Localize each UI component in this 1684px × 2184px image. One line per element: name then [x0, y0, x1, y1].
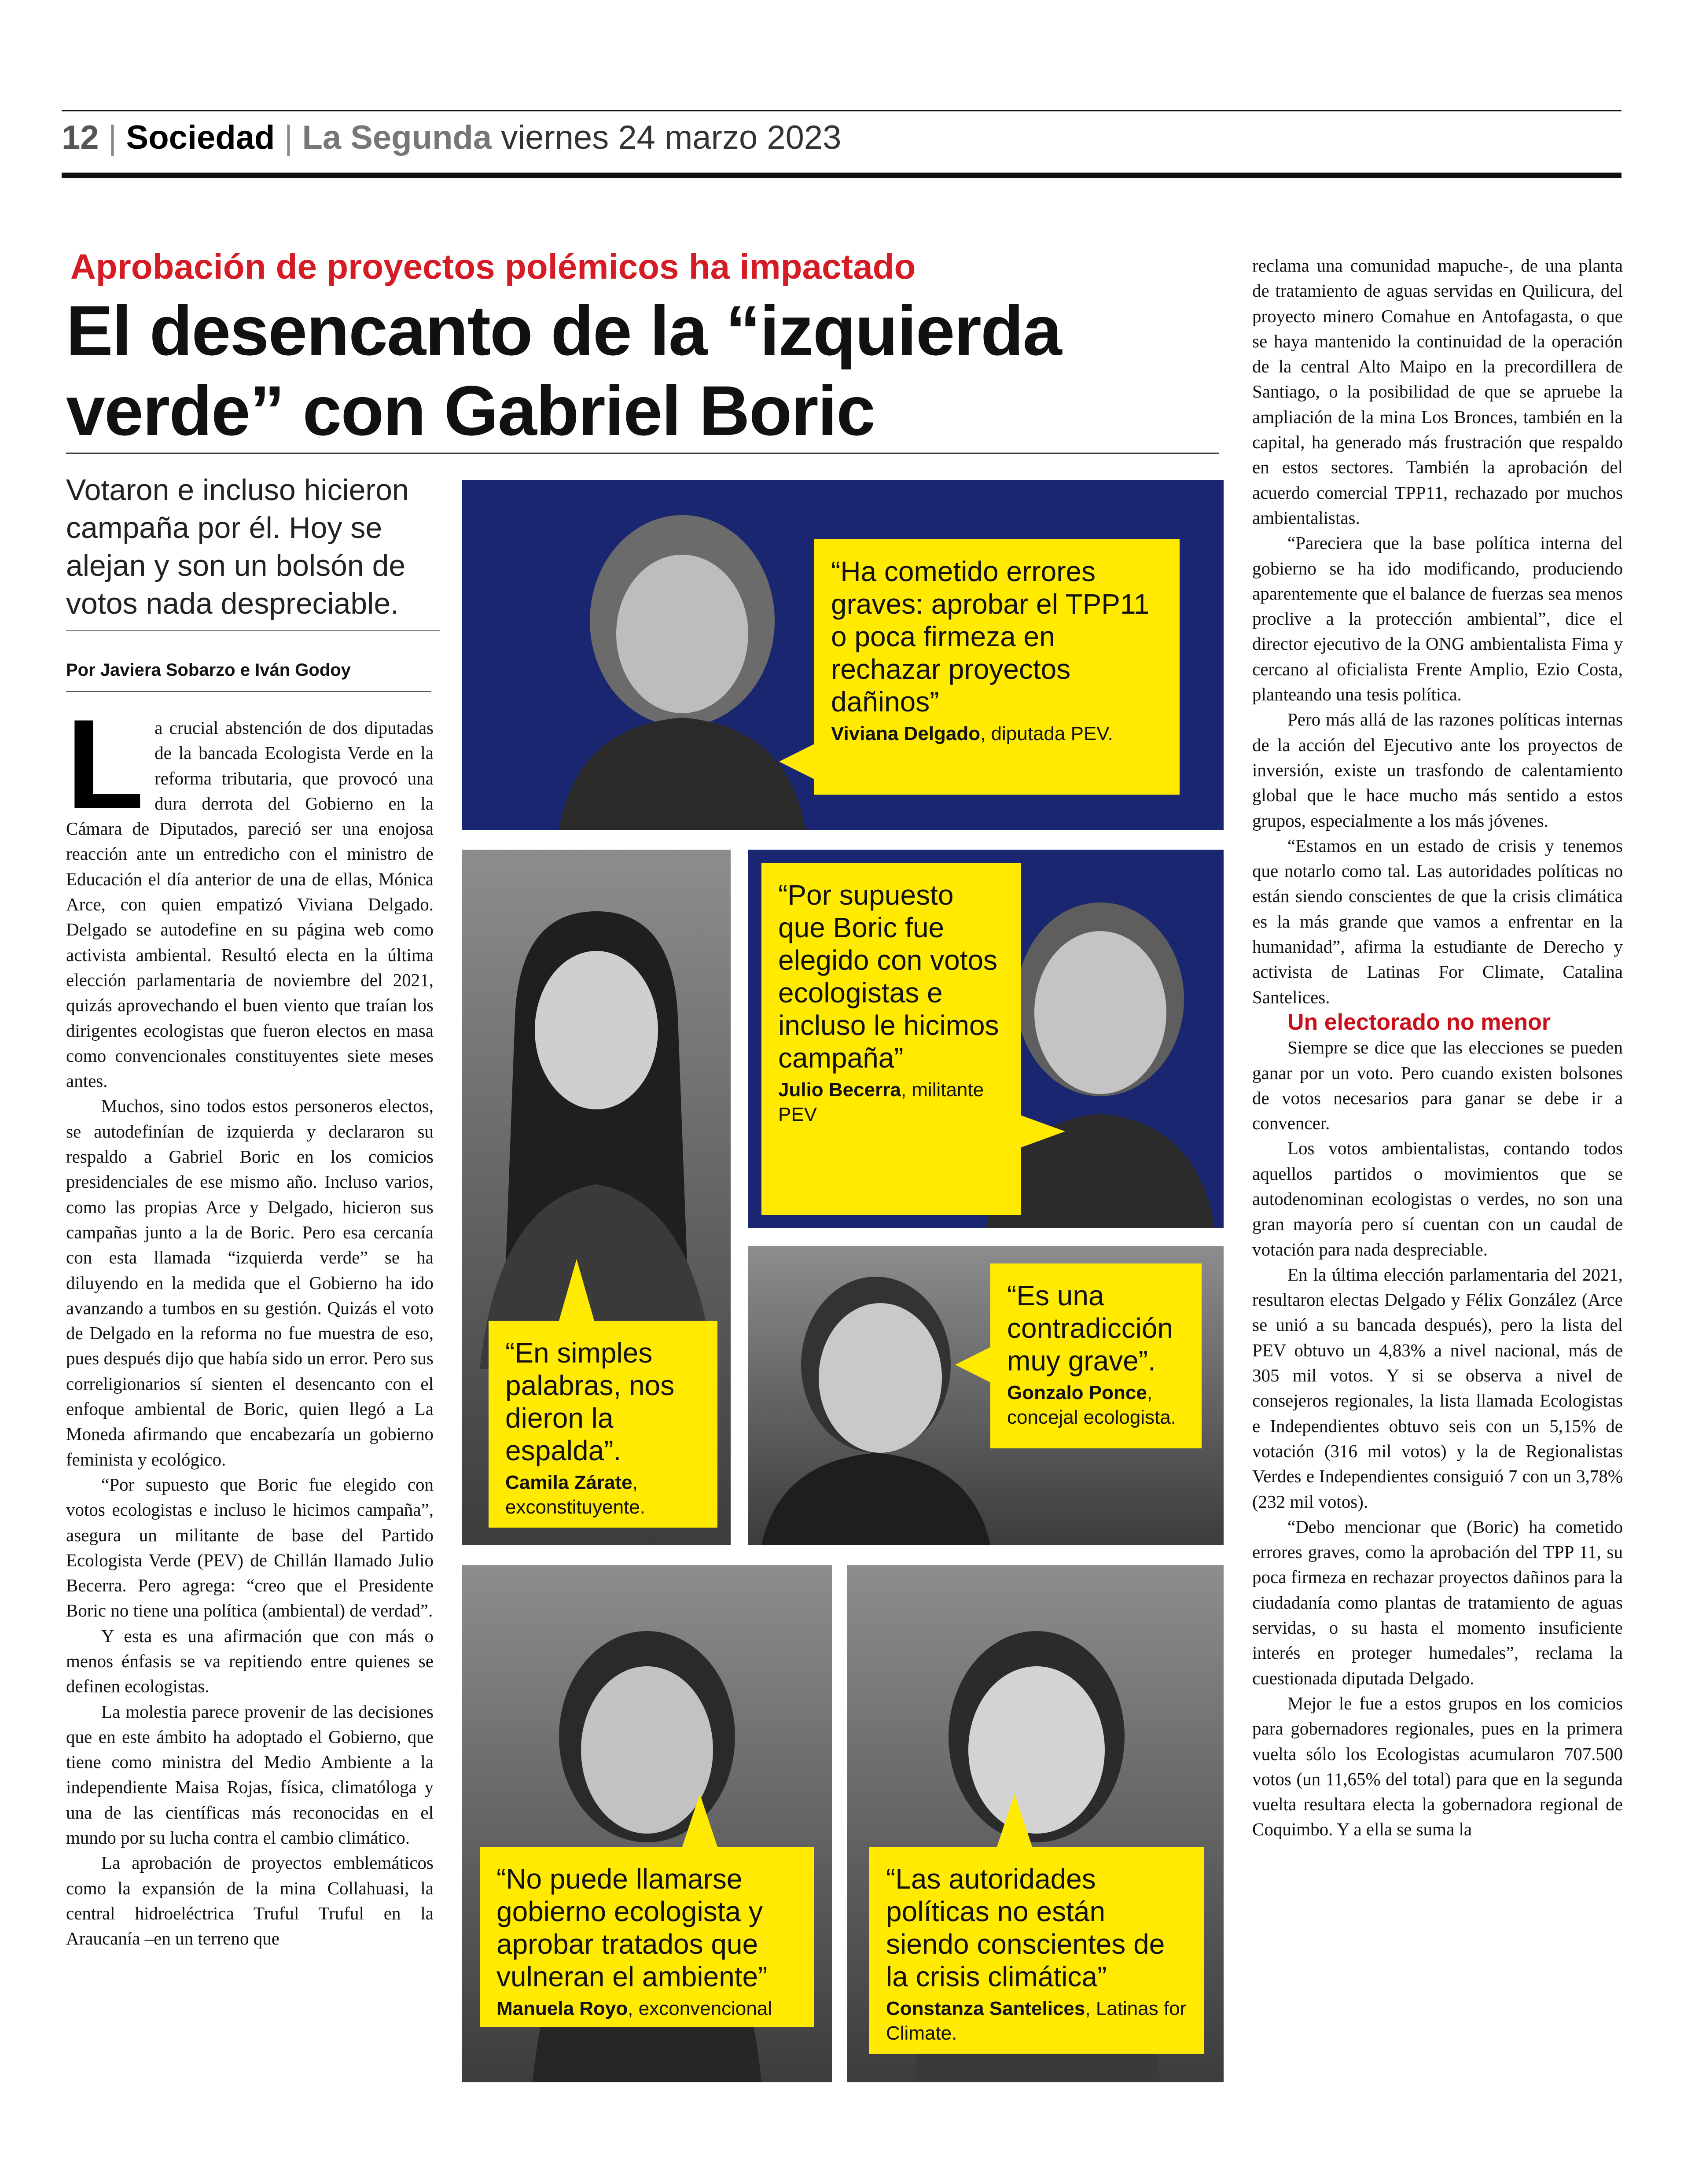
quote-text: “En simples palabras, nos dieron la espalda”.: [505, 1337, 675, 1466]
quote-tail: [779, 744, 814, 779]
photo-constanza-santelices: [847, 1565, 1224, 2082]
quote-attribution: Constanza Santelices, Latinas for Climate.: [886, 1998, 1187, 2044]
column-3: [1252, 253, 1623, 1842]
folio-separator: |: [108, 119, 117, 156]
photo-camila-zarate: [462, 850, 731, 1545]
deck-rule: [66, 630, 440, 631]
photo-viviana-delgado: [462, 480, 1224, 830]
header-top-rule: [62, 110, 1621, 111]
quote-attribution: Gonzalo Ponce, concejal ecologista.: [1007, 1382, 1177, 1428]
quote-box-royo: [480, 1847, 814, 2027]
portrait-silhouette: [480, 885, 713, 1369]
quote-box-delgado: [814, 539, 1180, 795]
paragraph: La crucial abstención de dos diputadas de la bancada Ecologista Verde en la reforma tributaria, que provocó una dura derrota del Gobierno en la Cámara de Diputados, pareció ser una enojosa reacción ante un entredicho con el ministro de Educación el día anterior de una de ellas, Mónica Arce, con quien empatizó Viviana Delgado. Delgado se autodefine en su página web como activista ambiental. Resultó electa en la última elección parlamentaria de noviembre del 2021, quizás aprovechando el buen viento que traían los dirigentes ecologistas que fueron electos en masa como convencionales constituyentes siete meses antes.: [66, 693, 434, 1091]
paragraph: Pero más allá de las razones políticas internas de la acción del Ejecutivo ante los proyectos de inversión, existe un trasfondo de calentamiento global que le hace mucho más sentido a estos grupos, especialmente a los más jóvenes.: [1252, 709, 1623, 831]
drop-cap: L: [66, 693, 144, 836]
publication-name: La Segunda: [302, 119, 492, 156]
byline-rule: [66, 691, 431, 692]
quote-tail: [955, 1347, 990, 1382]
subhead: Un electorado no menor: [1287, 1009, 1551, 1035]
quote-box-ponce: [990, 1263, 1202, 1448]
quote-attribution: Julio Becerra, militante PEV: [778, 1079, 984, 1125]
column-1: [66, 693, 434, 1952]
paragraph: Siempre se dice que las elecciones se pueden ganar por un voto. Pero cuando existen bolsones de votos necesarios para ganar se debe ir a convencer.: [1252, 1037, 1623, 1134]
quote-box-zarate: [489, 1321, 717, 1528]
quote-text: “Es una contradicción muy grave”.: [1007, 1280, 1173, 1377]
folio: 12 | Sociedad | La Segunda viernes 24 marzo 2023: [62, 119, 842, 156]
paragraph: Muchos, sino todos estos personeros electos, se autodefinían de izquierda y declararon su respaldo a Gabriel Boric en los comicios presidenciales de ese mismo año. Incluso varios, como las propias Arce y Delgado, hicieron sus campañas junto a la de Boric. Pero esa cercanía con esta llamada “izquierda verde” se ha diluyendo en la medida que el Gobierno ha ido avanzando a tumbos en su gestión. Quizás el voto de Delgado en la reforma no fue muestra de eso, pues después dijo que había sido un error. Pero sus correligionarios sí sienten el desencanto con el enfoque ambiental de Boric, quien llegó a La Moneda afirmando que encabezaría un gobierno feminista y ecológico.: [66, 1096, 434, 1470]
quote-box-santelices: [869, 1847, 1204, 2054]
paragraph: La molestia parece provenir de las decisiones que en este ámbito ha adoptado el Gobierno, que tiene como ministra del Medio Ambiente a la independiente Maisa Rojas, física, climatóloga y una de las científicas más reconocidas en el mundo por su lucha contra el cambio climático.: [66, 1701, 434, 1848]
headline: El desencanto de la “izquierda verde” con Gabriel Boric: [66, 291, 1061, 450]
paragraph: En la última elección parlamentaria del 2021, resultaron electas Delgado y Félix González (Arce se unió a su bancada después), pero la lista del PEV obtuvo un 4,83% a nivel nacional, más de 305 mil votos. Y si se observa a nivel de consejeros regionales, la lista llamada Ecologistas e Independientes obtuvo seis con un 5,15% de votación (316 mil votos) y la de Regionalistas Verdes e Independientes consiguió 7 con un 3,78% (232 mil votos).: [1252, 1264, 1623, 1512]
photo-julio-becerra: [748, 850, 1224, 1228]
paragraph: “Estamos en un estado de crisis y tenemos que notarlo como tal. Las autoridades políticas no están siendo conscientes de que la crisis climática es la más grande que vamos a enfrentar en la humanidad”, afirma la estudiante de Derecho y activista de Latinas For Climate, Catalina Santelices.: [1252, 835, 1623, 1007]
paragraph: “Debo mencionar que (Boric) ha cometido errores graves, como la aprobación del TPP 11, su poca firmeza en rechazar proyectos dañinos para la ciudadanía como plantas de tratamiento de aguas servidas, o su hasta el momento insuficiente interés en proteger humedales”, reclama la cuestionada diputada Delgado.: [1252, 1516, 1623, 1688]
quote-tail: [559, 1259, 594, 1321]
quote-tail: [997, 1794, 1032, 1847]
photo-manuela-royo: [462, 1565, 832, 2082]
quote-text: “Por supuesto que Boric fue elegido con votos ecologistas e incluso le hicimos campaña”: [778, 879, 999, 1074]
quote-attribution: Viviana Delgado, diputada PEV.: [831, 723, 1113, 744]
paragraph: “Pareciera que la base política interna del gobierno se ha ido modificando, produciendo aparentemente que el balance de fuerzas sea menos proclive a la protección ambiental”, dice el director ejecutivo de la ONG ambientalista Fima y cercano al oficialista Frente Amplio, Ezio Costa, planteando una tesis política.: [1252, 533, 1623, 705]
photo-gonzalo-ponce: [748, 1246, 1224, 1545]
headline-rule: [66, 453, 1219, 454]
section-name: Sociedad: [126, 119, 275, 156]
quote-box-becerra: [761, 863, 1021, 1215]
paragraph: La aprobación de proyectos emblemáticos como la expansión de la mina Collahuasi, la central hidroeléctrica Truful Truful en la Araucanía –en un terreno que: [66, 1853, 434, 1949]
quote-tail: [682, 1794, 717, 1847]
quote-tail: [1017, 1114, 1065, 1149]
byline: Por Javiera Sobarzo e Iván Godoy: [66, 660, 351, 680]
deck: Votaron e incluso hicieron campaña por él. Hoy se alejan y son un bolsón de votos nada despreciable.: [66, 473, 409, 620]
paragraph: reclama una comunidad mapuche-, de una planta de tratamiento de aguas servidas en Quilicura, del proyecto minero Comahue en Antofagasta, o que se haya mantenido la continuidad de la operación de la central Alto Maipo en la precordillera de Santiago, o la posibilidad de que se apruebe la ampliación de la mina Los Bronces, también en la capital, ha generado más frustración que respaldo en estos sectores. También la aprobación del acuerdo comercial TPP11, rechazado por muchos ambientalistas.: [1252, 255, 1623, 528]
quote-text: “Ha cometido errores graves: aprobar el TPP11 o poca firmeza en rechazar proyectos dañinos”: [831, 556, 1150, 718]
paragraph: “Por supuesto que Boric fue elegido con votos ecologistas e incluso le hicimos campaña”, asegura un militante de base del Partido Ecologista Verde (PEV) de Chillán llamado Julio Becerra. Pero agrega: “creo que el Presidente Boric no tiene una política (ambiental) de verdad”.: [66, 1474, 434, 1621]
kicker: Aprobación de proyectos polémicos ha impactado: [70, 247, 916, 286]
issue-date: viernes 24 marzo 2023: [501, 119, 842, 156]
quote-attribution: Camila Zárate, exconstituyente.: [505, 1472, 645, 1518]
paragraph: Los votos ambientalistas, contando todos aquellos partidos o movimientos que se autodenominan ecologistas o verdes, no son una gran mayoría pero sí cuentan con un caudal de votación para nada despreciable.: [1252, 1138, 1623, 1260]
portrait-silhouette: [761, 1263, 990, 1545]
paragraph: Y esta es una afirmación que con más o menos énfasis se va repitiendo entre quienes se definen ecologistas.: [66, 1625, 434, 1697]
quote-text: “Las autoridades políticas no están siendo conscientes de la crisis climática”: [886, 1863, 1165, 1992]
page-number: 12: [62, 119, 99, 156]
header-bottom-rule: [62, 173, 1621, 178]
quote-text: “No puede llamarse gobierno ecologista y aprobar tratados que vulneran el ambiente”: [496, 1863, 768, 1992]
paragraph: Mejor le fue a estos grupos en los comicios para gobernadores regionales, pues en la primera vuelta sólo los Ecologistas acumularon 707.500 votos (un 11,65% del total) para que en la segunda vuelta resultara electa la gobernadora regional de Coquimbo. Y a ella se suma la: [1252, 1693, 1623, 1840]
quote-attribution: Manuela Royo, exconvencional: [496, 1998, 772, 2019]
